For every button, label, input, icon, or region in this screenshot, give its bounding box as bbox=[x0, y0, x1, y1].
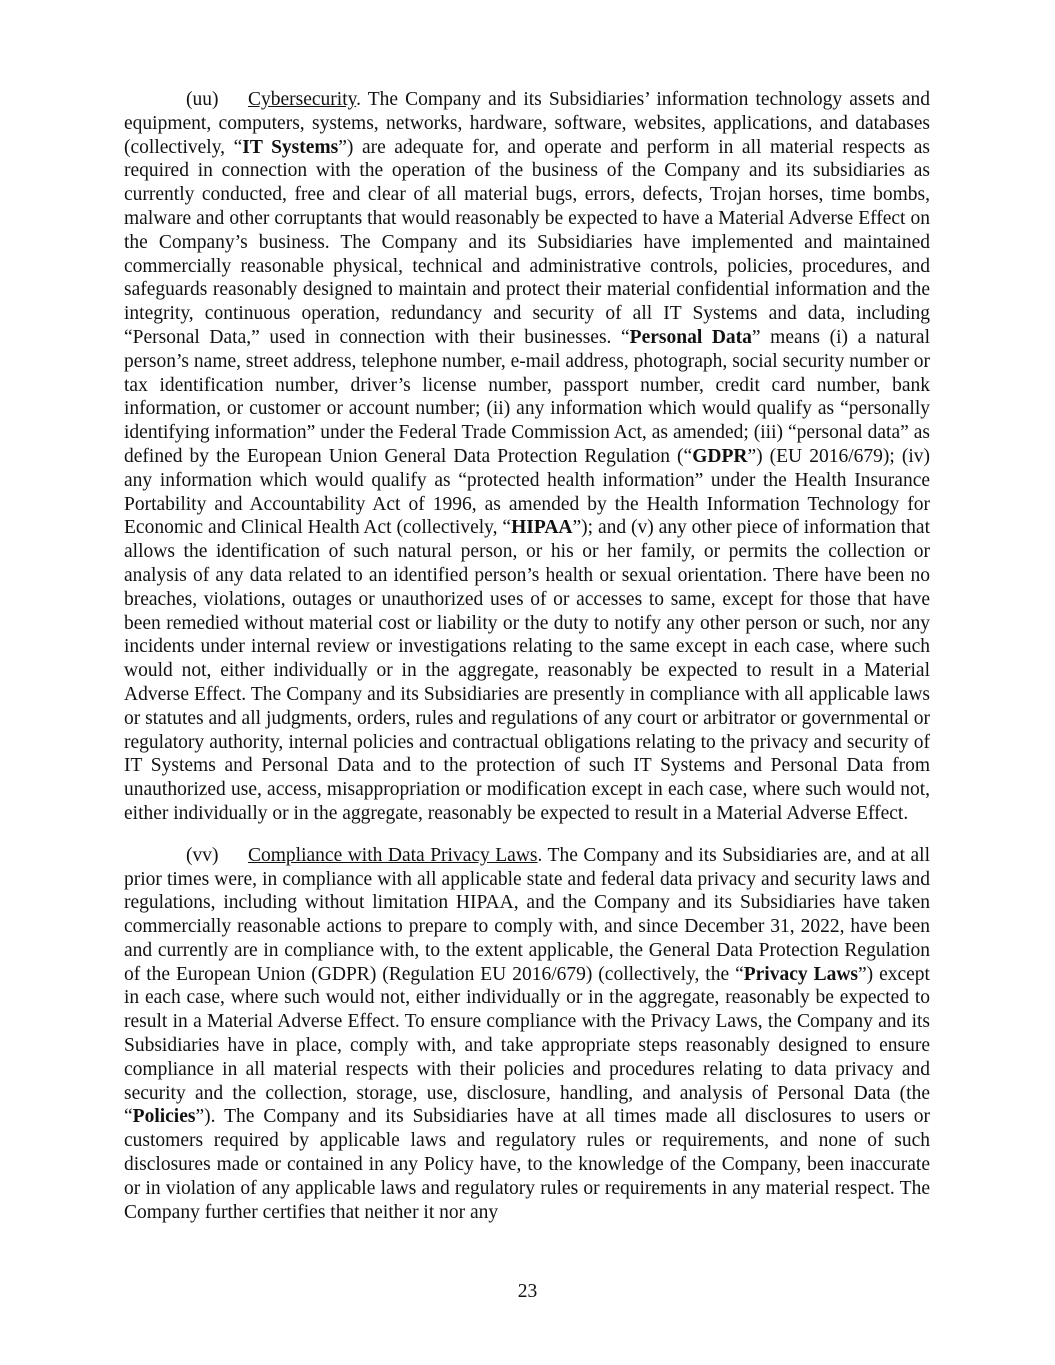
page-number: 23 bbox=[517, 1281, 538, 1302]
section-label: (uu) bbox=[186, 89, 219, 110]
defined-term: IT Systems bbox=[242, 136, 339, 158]
body-text: ” means (i) a natural person’s name, street address, telephone number, e-mail address, photograph, social security number or tax identification number, driver’s license number, passport number, credit card number, bank information, or customer or account number; (ii) any information which would qualify as “personally identifying information” under the Federal Trade Commission Act, as amended; (iii) “personal data” as defined by the European Union General Data Protection Regulation (“ bbox=[124, 326, 930, 467]
defined-term: Privacy Laws bbox=[743, 963, 858, 985]
section-uu bbox=[124, 88, 930, 826]
section-vv bbox=[124, 844, 930, 1225]
defined-term: Personal Data bbox=[629, 326, 752, 348]
body-text: ”) are adequate for, and operate and perform in all material respects as required in connection with the operation of the business of the Company and its subsidiaries as currently conducted, free and clear of all material bugs, errors, defects, Trojan horses, time bombs, malware and other corruptants that would reasonably be expected to have a Material Adverse Effect on the Company’s business. The Company and its Subsidiaries have implemented and maintained commercially reasonable physical, technical and administrative controls, policies, procedures, and safeguards reasonably designed to maintain and protect their material confidential information and the integrity, continuous operation, redundancy and security of all IT Systems and data, including “Personal Data,” used in connection with their businesses. “ bbox=[124, 136, 930, 348]
section-label: (vv) bbox=[186, 844, 219, 866]
body-text: ”). The Company and its Subsidiaries have at all times made all disclosures to users or customers required by applicable laws and regulatory rules or requirements, and none of such disclosures made or contained in any Policy have, to the knowledge of the Company, been inaccurate or in violation of any applicable laws and regulatory rules or requirements in any material respect. The Company further certifies that neither it nor any bbox=[124, 1106, 930, 1223]
body-text: ”) (EU 2016/679); (iv) any information which would qualify as “protected health information” under the Health Insurance Portability and Accountability Act of 1996, as amended by the Health Information Technology for Economic and Clinical Health Act (collectively, “ bbox=[124, 445, 930, 539]
defined-term: Policies bbox=[132, 1106, 196, 1128]
section-heading: Compliance with Data Privacy Laws bbox=[248, 844, 538, 866]
body-text: . The Company and its Subsidiaries’ information technology assets and equipment, computers, systems, networks, hardware, software, websites, applications, and databases (collectively, “ bbox=[124, 89, 930, 158]
section-heading: Cybersecurity bbox=[248, 89, 357, 110]
document-page bbox=[124, 88, 930, 1242]
body-text: ”); and (v) any other piece of information that allows the identification of such natural person, or his or her family, or permits the collection or analysis of any data related to an identified person’s health or sexual orientation. There have been no breaches, violations, outages or unauthorized uses of or accesses to same, except for those that have been remedied without material cost or liability or the duty to notify any other person or such, nor any incidents under internal review or investigations relating to the same except in each case, where such would not, either individually or in the aggregate, reasonably be expected to result in a Material Adverse Effect. The Company and its Subsidiaries are presently in compliance with all applicable laws or statutes and all judgments, orders, rules and regulations of any court or arbitrator or governmental or regulatory authority, internal policies and contractual obligations relating to the privacy and security of IT Systems and Personal Data and to the protection of such IT Systems and Personal Data from unauthorized use, access, misappropriation or modification except in each case, where such would not, either individually or in the aggregate, reasonably be expected to result in a Material Adverse Effect. bbox=[124, 517, 930, 824]
body-text: ”) except in each case, where such would not, either individually or in the aggregate, reasonably be expected to result in a Material Adverse Effect. To ensure compliance with the Privacy Laws, the Company and its Subsidiaries have in place, comply with, and take appropriate steps reasonably designed to ensure compliance in all material respects with their policies and procedures relating to data privacy and security and the collection, storage, use, disclosure, handling, and analysis of Personal Data (the “ bbox=[124, 963, 930, 1128]
body-text: . The Company and its Subsidiaries are, and at all prior times were, in compliance with all applicable state and federal data privacy and security laws and regulations, including without limitation HIPAA, and the Company and its Subsidiaries have taken commercially reasonable actions to prepare to comply with, and since December 31, 2022, have been and currently are in compliance with, to the extent applicable, the General Data Protection Regulation of the European Union (GDPR) (Regulation EU 2016/679) (collectively, the “ bbox=[124, 844, 930, 985]
defined-term: HIPAA bbox=[511, 517, 573, 539]
defined-term: GDPR bbox=[692, 445, 748, 467]
